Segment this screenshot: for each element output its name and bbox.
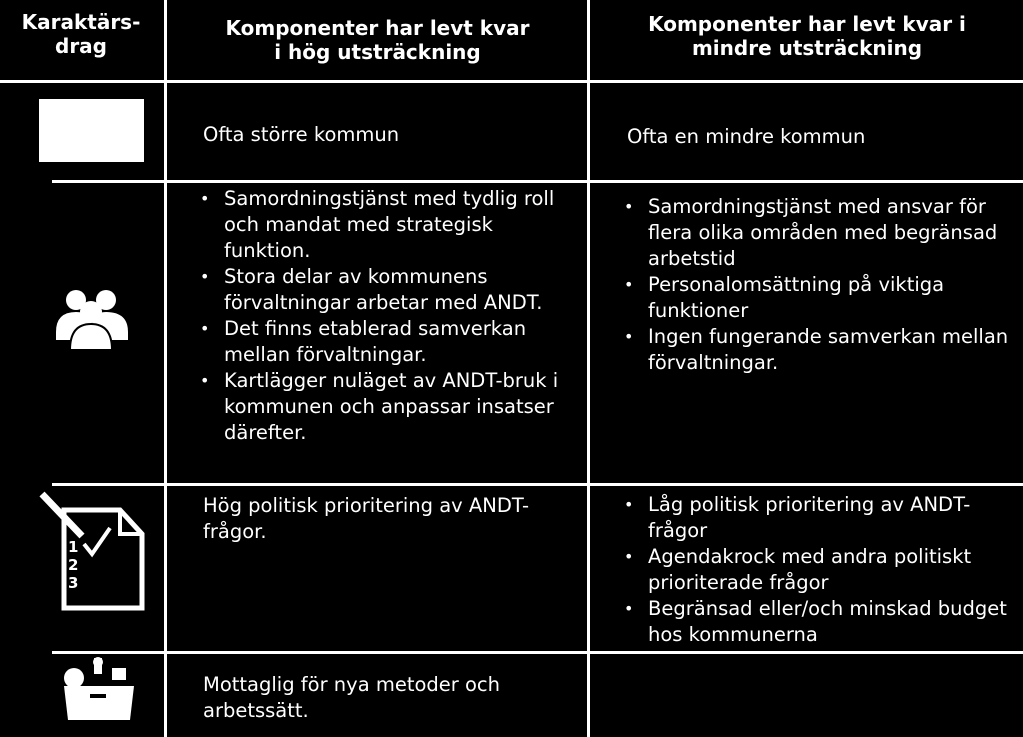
list-item: • Låg politisk prioritering av ANDT-frågor: [624, 492, 1014, 544]
row2-high-list: [200, 186, 580, 446]
list-item: • Begränsad eller/och minskad budget hos kommunerna: [624, 596, 1014, 648]
svg-text:3: 3: [68, 574, 79, 592]
svg-text:1: 1: [68, 538, 79, 556]
list-item: • Stora delar av kommunens förvaltningar arbetar med ANDT.: [200, 264, 580, 316]
row4-high-text: Mottaglig för nya metoder och arbetssätt.: [203, 673, 501, 722]
row2-low-list: [624, 194, 1014, 376]
svg-text:2: 2: [68, 556, 79, 574]
header-characteristics: Karaktärs- drag: [21, 10, 141, 58]
list-item: • Kartlägger nuläget av ANDT-bruk i kommunen och anpassar insatser därefter.: [200, 368, 580, 446]
list-item: • Personalomsättning på viktiga funktioner: [624, 272, 1014, 324]
row1-low-text: Ofta en mindre kommun: [627, 125, 866, 148]
row-divider-2: [52, 483, 1023, 486]
blank-square-icon: [39, 99, 144, 162]
row-divider-3: [52, 651, 1023, 654]
toolbox-icon: [60, 656, 140, 722]
list-item: • Samordningstjänst med ansvar för flera olika områden med begränsad arbetstid: [624, 194, 1014, 272]
row3-low-list: [624, 492, 1014, 648]
list-item: • Ingen fungerande samverkan mellan förvaltningar.: [624, 324, 1014, 376]
col-divider-2: [587, 0, 590, 737]
list-item: • Samordningstjänst med tydlig roll och mandat med strategisk funktion.: [200, 186, 580, 264]
row3-high-text: Hög politisk prioritering av ANDT-frågor.: [203, 494, 530, 543]
list-item: • Det finns etablerad samverkan mellan förvaltningar.: [200, 316, 580, 368]
row-divider-1: [52, 180, 1023, 183]
col-divider-1: [164, 0, 167, 737]
list-item: • Agendakrock med andra politiskt prioriterade frågor: [624, 544, 1014, 596]
checklist-document-icon: [38, 490, 146, 612]
row1-high-text: Ofta större kommun: [203, 123, 400, 146]
header-high-extent: Komponenter har levt kvar i hög utsträckning: [225, 16, 530, 64]
header-divider: [0, 80, 1023, 83]
people-group-icon: [52, 288, 132, 352]
header-low-extent: Komponenter har levt kvar i mindre utsträckning: [648, 12, 966, 60]
